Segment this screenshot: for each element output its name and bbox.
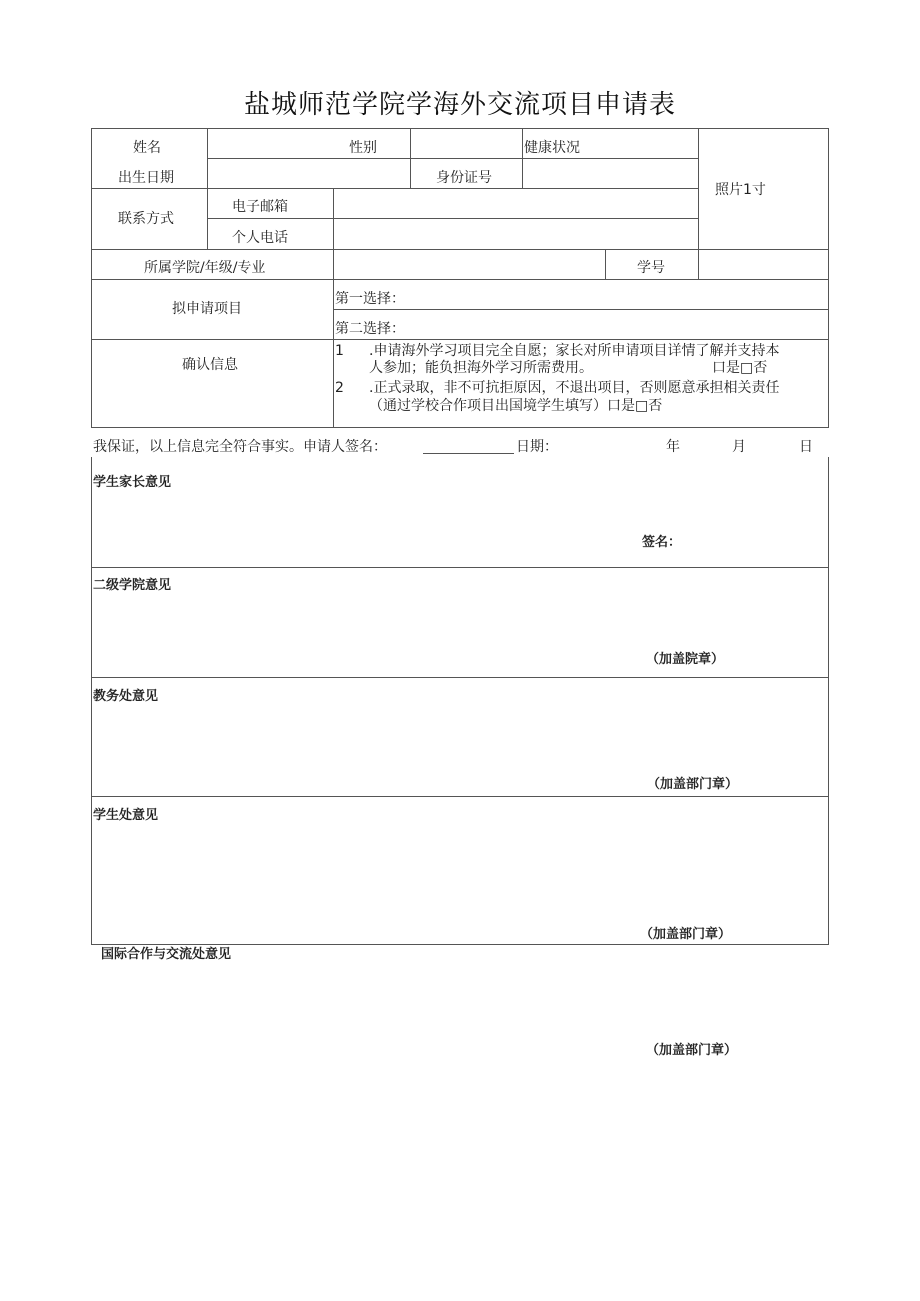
confirm-item-text: .正式录取，非不可抗拒原因，不退出项目，否则愿意承担相关责任 — [369, 380, 780, 396]
confirm-item-text: .申请海外学习项目完全自愿；家长对所申请项目详情了解并支持本 — [369, 343, 780, 359]
table-rule — [91, 567, 829, 568]
table-rule — [333, 188, 334, 427]
table-rule — [698, 128, 699, 279]
student-id-label: 学号 — [637, 260, 665, 276]
page-title: 盐城师范学院学海外交流项目申请表 — [243, 90, 676, 120]
second-choice-label: 第二选择： — [335, 321, 405, 337]
table-rule — [91, 188, 698, 189]
table-rule — [828, 128, 829, 428]
international-stamp-label: （加盖部门章） — [646, 1043, 738, 1058]
parent-opinion-label: 学生家长意见 — [93, 475, 172, 490]
table-rule — [91, 677, 829, 678]
email-label: 电子邮箱 — [232, 199, 288, 215]
year-label: 年 — [666, 439, 680, 455]
id-number-label: 身份证号 — [436, 170, 492, 186]
proposed-project-label: 拟申请项目 — [172, 301, 242, 317]
student-affairs-stamp-label: （加盖部门章） — [640, 927, 732, 942]
table-rule — [605, 249, 606, 279]
table-rule — [91, 457, 92, 945]
contact-label: 联系方式 — [118, 211, 174, 227]
college-opinion-label: 二级学院意见 — [93, 578, 172, 593]
academic-stamp-label: （加盖部门章） — [647, 777, 739, 792]
table-rule — [91, 796, 829, 797]
student-affairs-opinion-label: 学生处意见 — [93, 808, 159, 823]
confirm-item-checkbox[interactable]: 口是□否 — [712, 360, 768, 376]
table-rule — [91, 339, 829, 340]
table-rule — [91, 128, 829, 129]
date-label: 日期： — [516, 439, 558, 455]
parent-signature-label: 签名： — [642, 535, 682, 550]
confirm-item-number: 2 — [335, 380, 344, 396]
table-rule — [91, 427, 829, 428]
phone-label: 个人电话 — [232, 230, 288, 246]
table-rule — [91, 279, 829, 280]
table-rule — [333, 309, 829, 310]
confirm-item-number: 1 — [335, 343, 344, 359]
birth-date-label: 出生日期 — [118, 170, 174, 186]
table-rule — [207, 128, 208, 249]
table-rule — [207, 218, 698, 219]
confirm-item-text: 人参加；能负担海外学习所需费用。 — [369, 360, 593, 376]
confirmation-label: 确认信息 — [182, 357, 238, 373]
college-grade-major-label: 所属学院/年级/专业 — [144, 260, 266, 276]
academic-opinion-label: 教务处意见 — [93, 689, 159, 704]
table-rule — [91, 128, 92, 428]
day-label: 日 — [799, 439, 813, 455]
photo-label: 照片1寸 — [715, 182, 766, 198]
table-rule — [410, 128, 411, 188]
table-rule — [207, 158, 698, 159]
college-stamp-label: （加盖院章） — [646, 652, 725, 667]
international-opinion-label: 国际合作与交流处意见 — [101, 947, 232, 962]
table-rule — [91, 249, 829, 250]
name-label: 姓名 — [133, 140, 161, 156]
pledge-text: 我保证，以上信息完全符合事实。申请人签名： — [93, 439, 387, 455]
health-label: 健康状况 — [524, 140, 580, 156]
confirm-item-text: （通过学校合作项目出国境学生填写）口是□否 — [369, 398, 663, 414]
table-rule — [828, 457, 829, 945]
gender-label: 性别 — [349, 140, 377, 156]
table-rule — [522, 128, 523, 188]
month-label: 月 — [732, 439, 746, 455]
signature-line[interactable] — [423, 453, 514, 454]
first-choice-label: 第一选择： — [335, 291, 405, 307]
table-rule — [91, 944, 829, 945]
